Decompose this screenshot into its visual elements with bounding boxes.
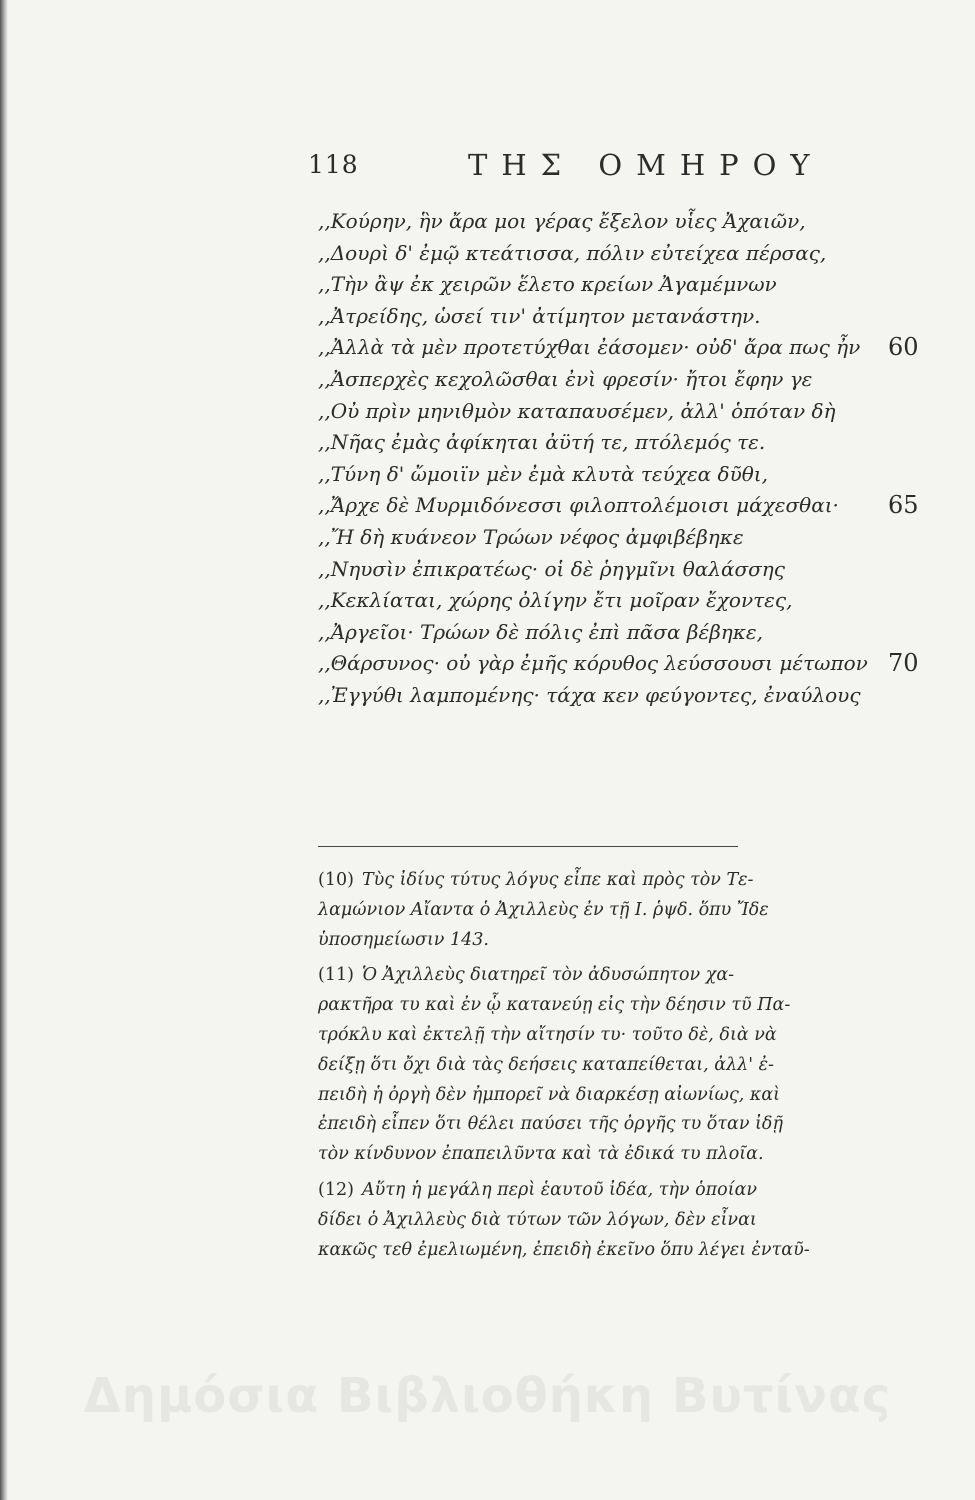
line-number: 60 <box>888 333 919 362</box>
line-number: 65 <box>888 491 919 520</box>
verse-block <box>318 206 918 712</box>
footnote-text: ὑποσημείωσιν 143. <box>318 929 489 950</box>
page-edge-shadow <box>0 0 8 1500</box>
footnote-text: πειδὴ ἡ ὀργὴ δὲν ἠμπορεῖ νὰ διαρκέσῃ αἰωνίως, καὶ <box>318 1084 781 1105</box>
verse-text: ,,Ἐγγύθι λαμπομένης· τάχα κεν φεύγοντες, ἐναύλους <box>318 682 861 707</box>
verse-text: ,,Θάρσυνος· οὐ γὰρ ἐμῆς κόρυθος λεύσσουσι μέτωπον <box>318 651 868 676</box>
footnote-marker: (10) <box>318 870 354 890</box>
footnote <box>318 866 908 955</box>
verse-line <box>318 554 918 586</box>
footnote-line <box>318 926 908 956</box>
footnote-text: δίδει ὁ Ἀχιλλεὺς διὰ τύτων τῶν λόγων, δὲν εἶναι <box>318 1209 757 1230</box>
verse-line <box>318 396 918 428</box>
footnote-text: λαμώνιον Αἴαντα ὁ Ἀχιλλεὺς ἐν τῇ Ι. ῥψδ. ὅπυ Ἴδε <box>318 899 769 920</box>
verse-text: ,,Ἤ δὴ κυάνεον Τρώων νέφος ἀμφιβέβηκε <box>318 524 744 549</box>
verse-text: ,,Κεκλίαται, χώρης ὀλίγην ἔτι μοῖραν ἔχοντες, <box>318 588 793 613</box>
verse-text: ,,Νῆας ἐμὰς ἀφίκηται ἀϋτή τε, πτόλεμός τε. <box>318 430 766 455</box>
line-number: 70 <box>888 649 919 678</box>
verse-text: ,,Ἀλλὰ τὰ μὲν προτετύχθαι ἐάσομεν· οὐδ' ἄρα πως ἦν <box>318 335 861 360</box>
verse-text: ,,Οὐ πρὶν μηνιθμὸν καταπαυσέμεν, ἀλλ' ὁπόταν δὴ <box>318 398 836 423</box>
verse-text: ,,Ἄρχε δὲ Μυρμιδόνεσσι φιλοπτολέμοισι μάχεσθαι· <box>318 493 839 518</box>
footnote-marker: (12) <box>318 1179 354 1200</box>
footnote-rule <box>318 846 738 847</box>
verse-line <box>318 490 918 522</box>
footnote-line <box>318 1021 908 1051</box>
footnote-text: Ὁ Ἀχιλλεὺς διατηρεῖ τὸν ἀδυσώπητον χα- <box>361 965 735 986</box>
footnote-marker: (11) <box>318 965 354 986</box>
footnote-line <box>318 866 908 896</box>
footnote-line <box>318 1236 908 1266</box>
verse-line <box>318 301 918 333</box>
verse-line <box>318 585 918 617</box>
footnote-text: τρόκλυ καὶ ἐκτελῇ τὴν αἴτησίν τυ· τοῦτο δὲ, διὰ νὰ <box>318 1024 777 1045</box>
verse-line <box>318 648 918 680</box>
page-number: 118 <box>308 150 359 179</box>
verse-line <box>318 206 918 238</box>
verse-text: ,,Τύνη δ' ὤμοιϊν μὲν ἐμὰ κλυτὰ τεύχεα δῦθι, <box>318 461 768 486</box>
footnote-line <box>318 1206 908 1236</box>
footnote-line <box>318 1176 908 1206</box>
footnote-text: Αὕτη ἡ μεγάλη περὶ ἑαυτοῦ ἰδέα, τὴν ὁποίαν <box>361 1179 758 1200</box>
verse-line <box>318 459 918 491</box>
verse-line <box>318 238 918 270</box>
verse-line <box>318 522 918 554</box>
footnote-line <box>318 1081 908 1111</box>
verse-text: ,,Δουρὶ δ' ἐμῷ κτεάτισσα, πόλιν εὐτείχεα πέρσας, <box>318 240 827 265</box>
footnote-line <box>318 1140 908 1170</box>
verse-text: ,,Κούρην, ἣν ἄρα μοι γέρας ἔξελον υἷες Ἀχαιῶν, <box>318 209 806 233</box>
footnote-text: δείξῃ ὅτι ὄχι διὰ τὰς δεήσεις καταπείθεται, ἀλλ' ἐ- <box>318 1054 774 1075</box>
footnotes <box>318 866 908 1271</box>
verse-text: ,,Ἀτρείδης, ὡσεί τιν' ἀτίμητον μετανάστην. <box>318 303 761 328</box>
footnote-line <box>318 896 908 926</box>
footnote-line <box>318 991 908 1021</box>
footnote-line <box>318 961 908 991</box>
footnote-line <box>318 1110 908 1140</box>
library-watermark: Δημόσια Βιβλιοθήκη Βυτίνας <box>83 1368 892 1424</box>
footnote-text: κακῶς τεθ ἐμελιωμένη, ἐπειδὴ ἐκεῖνο ὅπυ λέγει ἐνταῦ- <box>318 1239 810 1260</box>
verse-line <box>318 680 918 712</box>
verse-line <box>318 332 918 364</box>
footnote <box>318 1176 908 1265</box>
verse-text: ,,Νηυσὶν ἐπικρατέως· οἱ δὲ ῥηγμῖνι θαλάσσης <box>318 556 785 581</box>
running-title: ΤΗΣ ΟΜΗΡΟΥ <box>468 148 824 182</box>
verse-line <box>318 269 918 301</box>
verse-text: ,,Τὴν ἂψ ἐκ χειρῶν ἕλετο κρείων Ἀγαμέμνων <box>318 272 777 297</box>
footnote-text: ἐπειδὴ εἶπεν ὅτι θέλει παύσει τῆς ὀργῆς τυ ὅταν ἰδῇ <box>318 1114 783 1135</box>
verse-line <box>318 364 918 396</box>
footnote-text: τὸν κίνδυνον ἐπαπειλῦντα καὶ τὰ ἐδικά τυ πλοῖα. <box>318 1144 764 1165</box>
verse-text: ,,Ἀσπερχὲς κεχολῶσθαι ἐνὶ φρεσίν· ἤτοι ἔφην γε <box>318 366 813 391</box>
verse-line <box>318 427 918 459</box>
verse-text: ,,Ἀργεῖοι· Τρώων δὲ πόλις ἐπὶ πᾶσα βέβηκε, <box>318 619 763 644</box>
verse-line <box>318 617 918 649</box>
footnote-line <box>318 1051 908 1081</box>
page-header <box>308 148 828 188</box>
footnote <box>318 961 908 1170</box>
footnote-text: ρακτῆρα τυ καὶ ἐν ᾧ κατανεύῃ εἰς τὴν δέησιν τῦ Πα- <box>318 995 791 1016</box>
footnote-text: Τὺς ἰδίυς τύτυς λόγυς εἶπε καὶ πρὸς τὸν Τε- <box>361 870 754 890</box>
